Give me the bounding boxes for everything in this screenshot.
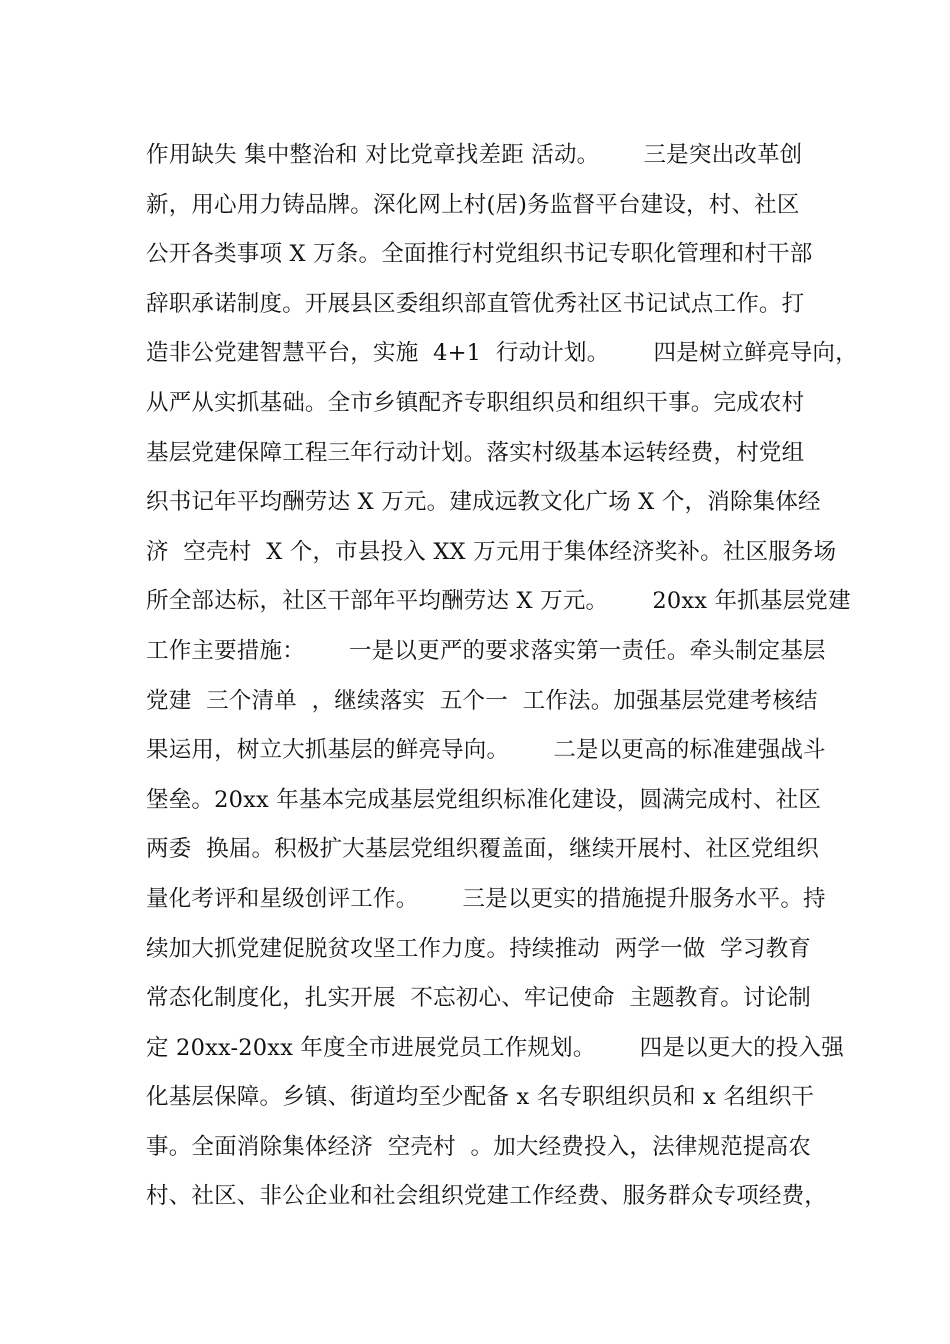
text-line: 辞职承诺制度。开展县区委组织部直管优秀社区书记试点工作。打	[146, 290, 805, 317]
text-line: 党建 三个清单 ，继续落实 五个一 工作法。加强基层党建考核结	[146, 687, 818, 714]
text-line: 定 20xx-20xx 年度全市进展党员工作规划。 四是以更大的投入强	[146, 1034, 844, 1061]
text-line: 公开各类事项 X 万条。全面推行村党组织书记专职化管理和村干部	[146, 241, 813, 268]
text-line: 续加大抓党建促脱贫攻坚工作力度。持续推动 两学一做 学习教育	[146, 935, 812, 962]
text-line: 村、社区、非公企业和社会组织党建工作经费、服务群众专项经费，	[146, 1183, 828, 1210]
text-line: 量化考评和星级创评工作。 三是以更实的措施提升服务水平。持	[146, 885, 826, 912]
text-line: 化基层保障。乡镇、街道均至少配备 x 名专职组织员和 x 名组织干	[146, 1084, 815, 1111]
body-text	[146, 131, 858, 1222]
text-line: 果运用，树立大抓基层的鲜亮导向。 二是以更高的标准建强战斗	[146, 737, 826, 764]
text-line: 常态化制度化，扎实开展 不忘初心、牢记使命 主题教育。讨论制	[146, 985, 812, 1012]
text-line: 从严从实抓基础。全市乡镇配齐专职组织员和组织干事。完成农村	[146, 389, 805, 416]
text-line: 新，用心用力铸品牌。深化网上村(居)务监督平台建设，村、社区	[146, 191, 800, 218]
text-line: 堡垒。20xx 年基本完成基层党组织标准化建设，圆满完成村、社区	[146, 786, 822, 813]
text-line: 作用缺失 集中整治和 对比党章找差距 活动。 三是突出改革创	[146, 142, 803, 168]
text-line: 工作主要措施： 一是以更严的要求落实第一责任。牵头制定基层	[146, 637, 826, 664]
text-line: 基层党建保障工程三年行动计划。落实村级基本运转经费，村党组	[146, 439, 805, 466]
text-line: 济 空壳村 X 个，市县投入 XX 万元用于集体经济奖补。社区服务场	[146, 538, 837, 565]
text-line: 事。全面消除集体经济 空壳村 。加大经费投入，法律规范提高农	[146, 1133, 812, 1160]
text-line: 织书记年平均酬劳达 X 万元。建成远教文化广场 X 个，消除集体经	[146, 489, 821, 516]
text-line: 所全部达标，社区干部年平均酬劳达 X 万元。 20xx 年抓基层党建	[146, 588, 851, 615]
text-line: 造非公党建智慧平台，实施 4+1 行动计划。 四是树立鲜亮导向，	[146, 340, 858, 367]
text-line: 两委 换届。积极扩大基层党组织覆盖面，继续开展村、社区党组织	[146, 836, 820, 863]
